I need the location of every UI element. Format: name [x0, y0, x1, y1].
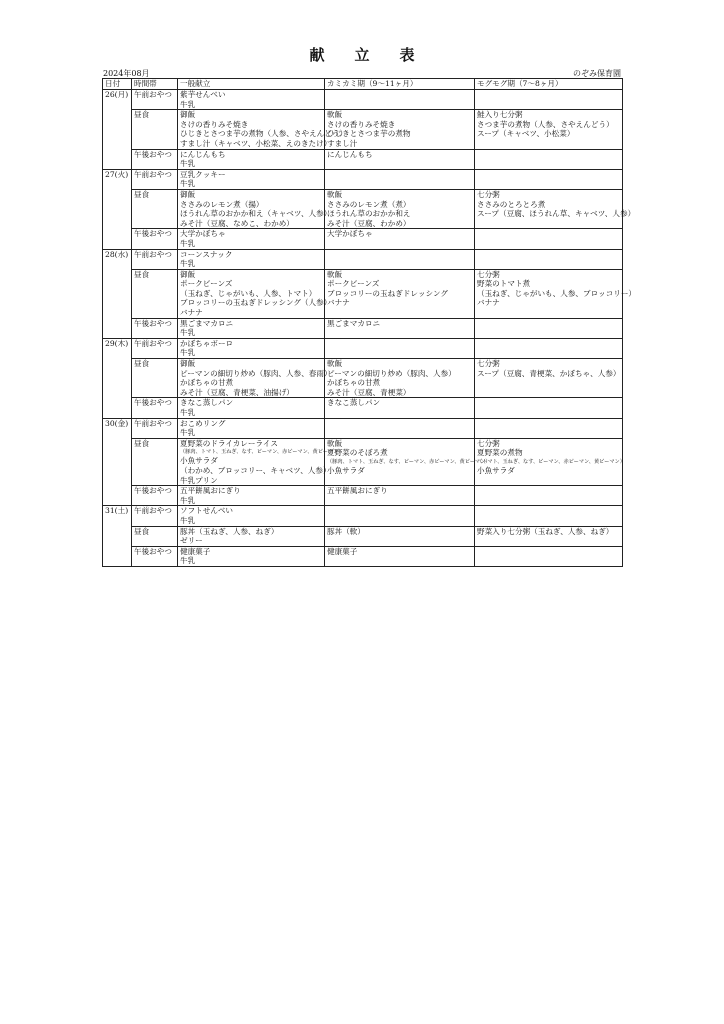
general-menu-cell-line: 御飯	[180, 110, 196, 120]
mogumogu-menu-cell	[475, 418, 623, 438]
general-menu-cell	[178, 249, 325, 269]
general-menu-cell-line: みそ汁（豆腐、なめこ、わかめ）	[180, 218, 294, 228]
general-menu-cell-line: ほうれん草のおかか和え（キャベツ、人参）	[180, 209, 332, 219]
kamikami-menu-cell	[325, 526, 475, 546]
kamikami-menu-cell-line: ひじきとさつま芋の煮物	[327, 129, 411, 139]
kamikami-menu-cell-line: （豚肉、トマト、玉ねぎ、なす、ピーマン、赤ピーマン、黄ピーマン）	[327, 458, 491, 465]
general-menu-cell-line: （豚肉、トマト、玉ねぎ、なす、ピーマン、赤ピーマン、黄ピーマン）	[180, 449, 344, 456]
mogumogu-menu-cell	[475, 189, 636, 228]
kamikami-menu-cell-line: 軟飯	[327, 269, 343, 279]
general-menu-cell-line: 牛乳	[180, 408, 196, 417]
general-menu-cell-line: 御飯	[180, 359, 196, 369]
table-row	[103, 229, 623, 249]
kamikami-menu-cell-line: 豚丼（軟）	[327, 526, 365, 536]
mogumogu-menu-cell-line: 野菜のトマト煮	[477, 279, 531, 289]
table-row	[103, 189, 623, 228]
kamikami-menu-cell-line: ピーマンの細切り炒め（豚肉、人参）	[327, 368, 456, 378]
page-title: 献立表	[309, 46, 445, 64]
date-cell: 30(金)	[103, 418, 132, 506]
mogumogu-menu-cell	[475, 486, 623, 506]
kamikami-menu-cell	[325, 546, 475, 566]
kamikami-menu-cell-line: にんじんもち	[327, 149, 373, 159]
mogumogu-menu-cell-line: 七分粥	[477, 269, 500, 279]
header-date: 日付	[103, 79, 132, 90]
table-row	[103, 318, 623, 338]
general-menu-cell-line: （わかめ、ブロッコリー、キャベツ、人参）	[180, 465, 331, 475]
general-menu-cell-line: ゼリー	[180, 536, 203, 546]
kamikami-menu-cell-line: 軟飯	[327, 110, 343, 120]
general-menu-cell-line: 牛乳	[180, 159, 196, 169]
general-menu-cell	[178, 359, 332, 398]
general-menu-cell	[178, 338, 325, 358]
general-menu-cell-line: 紫芋せんべい	[180, 90, 226, 99]
mogumogu-menu-cell	[475, 318, 623, 338]
kamikami-menu-cell-line: ブロッコリーの玉ねぎドレッシング	[327, 288, 448, 298]
kamikami-menu-cell-line: 大学かぼちゃ	[327, 229, 373, 239]
general-menu-cell-line: 牛乳	[180, 495, 196, 505]
general-menu-cell-line: ささみのレモン煮（揚）	[180, 199, 264, 209]
general-menu-cell-line: にんじんもち	[180, 149, 226, 159]
table-row	[103, 338, 623, 358]
general-menu-cell-line: きなこ蒸しパン	[180, 398, 234, 408]
kamikami-menu-cell	[325, 169, 475, 189]
general-menu-cell	[178, 269, 332, 318]
table-row	[103, 269, 623, 318]
time-cell: 昼食	[132, 189, 178, 228]
mogumogu-menu-cell	[475, 229, 623, 249]
kamikami-menu-cell-line: 健康菓子	[327, 546, 358, 556]
kamikami-menu-cell-line: 軟飯	[327, 359, 343, 369]
general-menu-cell-line: ピーマンの細切り炒め（豚肉、人参、春雨）	[180, 368, 332, 378]
general-menu-cell-line: みそ汁（豆腐、青梗菜、油揚げ）	[180, 387, 294, 397]
general-menu-cell-line: 牛乳	[180, 179, 196, 189]
general-menu-cell-line: 御飯	[180, 189, 196, 199]
general-menu-cell-line: 牛乳	[180, 556, 196, 566]
kamikami-menu-cell-line: ささみのレモン煮（煮）	[327, 199, 411, 209]
year-month: 2024年08月	[103, 69, 150, 78]
date-cell: 28(水)	[103, 249, 132, 338]
kamikami-menu-cell	[325, 318, 475, 338]
general-menu-cell	[178, 506, 325, 526]
kamikami-menu-cell	[325, 269, 475, 318]
general-menu-cell	[178, 418, 325, 438]
time-cell: 昼食	[132, 526, 178, 546]
mogumogu-menu-cell	[475, 249, 623, 269]
header-row	[103, 79, 623, 90]
mogumogu-menu-cell	[475, 359, 623, 398]
kamikami-menu-cell-line: ポークビーンズ	[327, 279, 380, 289]
mogumogu-menu-cell	[475, 169, 623, 189]
mogumogu-menu-cell	[475, 269, 637, 318]
general-menu-cell-line: ソフトせんべい	[180, 506, 234, 516]
general-menu-cell-line: ポークビーンズ	[180, 279, 233, 289]
kamikami-menu-cell	[325, 90, 475, 110]
time-cell: 午後おやつ	[132, 398, 178, 418]
menu-table	[102, 78, 637, 567]
kamikami-menu-cell	[325, 359, 475, 398]
kamikami-menu-cell-line: ほうれん草のおかか和え	[327, 209, 411, 219]
table-row	[103, 418, 623, 438]
general-menu-cell-line: コーンスナック	[180, 249, 233, 259]
date-cell: 31(土)	[103, 506, 132, 567]
time-cell: 午前おやつ	[132, 169, 178, 189]
kamikami-menu-cell	[325, 418, 475, 438]
date-cell: 26(月)	[103, 90, 132, 170]
mogumogu-menu-cell	[475, 526, 623, 546]
general-menu-cell	[178, 189, 332, 228]
general-menu-cell-line: 黒ごまマカロニ	[180, 318, 234, 328]
time-cell: 午後おやつ	[132, 546, 178, 566]
general-menu-cell-line: ひじきとさつま芋の煮物（人参、さやえんどう）	[180, 129, 348, 139]
time-cell: 午前おやつ	[132, 418, 178, 438]
mogumogu-menu-cell-line: スープ（豆腐、青梗菜、かぼちゃ、人参）	[477, 368, 621, 378]
general-menu-cell	[178, 169, 325, 189]
general-menu-cell-line: 大学かぼちゃ	[180, 229, 226, 239]
kamikami-menu-cell	[325, 398, 475, 418]
table-row	[103, 486, 623, 506]
kamikami-menu-cell	[325, 189, 475, 228]
mogumogu-menu-cell-line: ささみのとろとろ煮	[477, 199, 546, 209]
general-menu-cell-line: 小魚サラダ	[180, 456, 218, 466]
general-menu-cell-line: 牛乳	[180, 348, 196, 358]
general-menu-cell-line: すまし汁（キャベツ、小松菜、えのきたけ）	[180, 138, 332, 148]
time-cell: 午前おやつ	[132, 338, 178, 358]
mogumogu-menu-cell-line: 小魚サラダ	[477, 465, 515, 475]
time-cell: 午前おやつ	[132, 249, 178, 269]
general-menu-cell-line: ブロッコリーの玉ねぎドレッシング（人参）	[180, 298, 332, 308]
kamikami-menu-cell-line: すまし汁	[327, 138, 358, 148]
general-menu-cell-line: （玉ねぎ、じゃがいも、人参、トマト）	[180, 288, 317, 298]
mogumogu-menu-cell	[475, 506, 623, 526]
table-row	[103, 506, 623, 526]
general-menu-cell	[178, 486, 325, 506]
general-menu-cell-line: 豚丼（玉ねぎ、人参、ねぎ）	[180, 526, 279, 536]
general-menu-cell-line: さけの香りみそ焼き	[180, 119, 249, 129]
kamikami-menu-cell	[325, 149, 475, 169]
kamikami-menu-cell	[325, 506, 475, 526]
header-time: 時間帯	[132, 79, 178, 90]
header-general: 一般献立	[178, 79, 325, 90]
mogumogu-menu-cell-line: スープ（キャベツ、小松菜）	[477, 129, 575, 139]
kamikami-menu-cell	[325, 486, 475, 506]
general-menu-cell-line: 健康菓子	[180, 546, 211, 556]
general-menu-cell-line: 牛乳	[180, 515, 196, 525]
time-cell: 午前おやつ	[132, 506, 178, 526]
kamikami-menu-cell-line: 軟飯	[327, 438, 343, 448]
header-kamikami: カミカミ期（9～11ヶ月）	[325, 79, 475, 90]
kamikami-menu-cell	[325, 338, 475, 358]
time-cell: 昼食	[132, 359, 178, 398]
mogumogu-menu-cell	[475, 149, 623, 169]
general-menu-cell-line: 牛乳	[180, 328, 196, 338]
mogumogu-menu-cell-line: 鮭入り七分粥	[477, 110, 523, 120]
time-cell: 午後おやつ	[132, 149, 178, 169]
mogumogu-menu-cell-line: 七分粥	[477, 359, 500, 369]
time-cell: 午前おやつ	[132, 90, 178, 110]
general-menu-cell-line: おこめリング	[180, 418, 226, 428]
general-menu-cell	[178, 229, 325, 249]
kamikami-menu-cell-line: バナナ	[327, 298, 350, 308]
table-row	[103, 90, 623, 110]
kamikami-menu-cell	[325, 110, 475, 149]
general-menu-cell-line: 五平餅風おにぎり	[180, 486, 241, 496]
time-cell: 昼食	[132, 110, 178, 149]
time-cell: 昼食	[132, 269, 178, 318]
general-menu-cell	[178, 398, 325, 418]
table-row	[103, 149, 623, 169]
mogumogu-menu-cell	[475, 546, 623, 566]
table-row	[103, 398, 623, 418]
kamikami-menu-cell	[325, 229, 475, 249]
kamikami-menu-cell	[325, 249, 475, 269]
general-menu-cell	[178, 546, 325, 566]
time-cell: 午後おやつ	[132, 318, 178, 338]
kamikami-menu-cell-line: さけの香りみそ焼き	[327, 119, 396, 129]
mogumogu-menu-cell-line: 七分粥	[477, 189, 500, 199]
mogumogu-menu-cell	[475, 398, 623, 418]
general-menu-cell-line: 牛乳	[180, 259, 196, 269]
general-menu-cell-line: 夏野菜のドライカレーライス	[180, 438, 278, 448]
mogumogu-menu-cell	[475, 338, 623, 358]
general-menu-cell	[178, 318, 325, 338]
school-name: のぞみ保育園	[573, 69, 621, 78]
mogumogu-menu-cell	[475, 438, 623, 485]
table-row	[103, 169, 623, 189]
menu-body	[103, 90, 637, 567]
general-menu-cell-line: 牛乳	[180, 428, 196, 438]
mogumogu-menu-cell-line: （玉ねぎ、じゃがいも、人参、ブロッコリー）	[477, 288, 637, 298]
general-menu-cell-line: 豆乳クッキー	[180, 169, 226, 179]
kamikami-menu-cell-line: 夏野菜のそぼろ煮	[327, 448, 388, 458]
kamikami-menu-cell-line: 軟飯	[327, 189, 343, 199]
kamikami-menu-cell-line: きなこ蒸しパン	[327, 398, 381, 408]
mogumogu-menu-cell-line: スープ（豆腐、ほうれん草、キャベツ、人参）	[477, 209, 636, 219]
mogumogu-menu-cell-line: バナナ	[477, 298, 500, 308]
mogumogu-menu-cell-line: 夏野菜の煮物	[477, 448, 523, 458]
general-menu-cell	[178, 149, 325, 169]
kamikami-menu-cell-line: 五平餅風おにぎり	[327, 486, 388, 496]
table-row	[103, 546, 623, 566]
mogumogu-menu-cell-line: 野菜入り七分粥（玉ねぎ、人参、ねぎ）	[477, 526, 614, 536]
mogumogu-menu-cell-line: 七分粥	[477, 438, 500, 448]
general-menu-cell-line: 牛乳	[180, 238, 196, 248]
mogumogu-menu-cell-line: さつま芋の煮物（人参、さやえんどう）	[477, 119, 614, 129]
kamikami-menu-cell-line: 黒ごまマカロニ	[327, 318, 381, 328]
header-mogumogu: モグモグ期（7～8ヶ月）	[475, 79, 623, 90]
kamikami-menu-cell-line: みそ汁（豆腐、青梗菜）	[327, 387, 411, 397]
table-row	[103, 249, 623, 269]
mogumogu-menu-cell-line: （トマト、玉ねぎ、なす、ピーマン、赤ピーマン、黄ピーマン）	[477, 458, 625, 465]
general-menu-cell-line: バナナ	[180, 308, 203, 318]
time-cell: 午後おやつ	[132, 486, 178, 506]
general-menu-cell	[178, 90, 325, 110]
general-menu-cell-line: 御飯	[180, 269, 196, 279]
kamikami-menu-cell-line: 小魚サラダ	[327, 465, 365, 475]
mogumogu-menu-cell	[475, 110, 623, 149]
date-cell: 29(木)	[103, 338, 132, 418]
general-menu-cell-line: かぼちゃボーロ	[180, 338, 234, 348]
table-row	[103, 110, 623, 149]
date-cell: 27(火)	[103, 169, 132, 249]
kamikami-menu-cell-line: みそ汁（豆腐、わかめ）	[327, 218, 411, 228]
mogumogu-menu-cell	[475, 90, 623, 110]
time-cell: 午後おやつ	[132, 229, 178, 249]
table-row	[103, 526, 623, 546]
general-menu-cell-line: 牛乳	[180, 99, 196, 109]
table-row	[103, 438, 623, 485]
general-menu-cell-line: 牛乳プリン	[180, 475, 218, 485]
time-cell: 昼食	[132, 438, 178, 485]
table-row	[103, 359, 623, 398]
general-menu-cell	[178, 526, 325, 546]
kamikami-menu-cell-line: かぼちゃの甘煮	[327, 378, 381, 388]
general-menu-cell-line: かぼちゃの甘煮	[180, 378, 234, 388]
